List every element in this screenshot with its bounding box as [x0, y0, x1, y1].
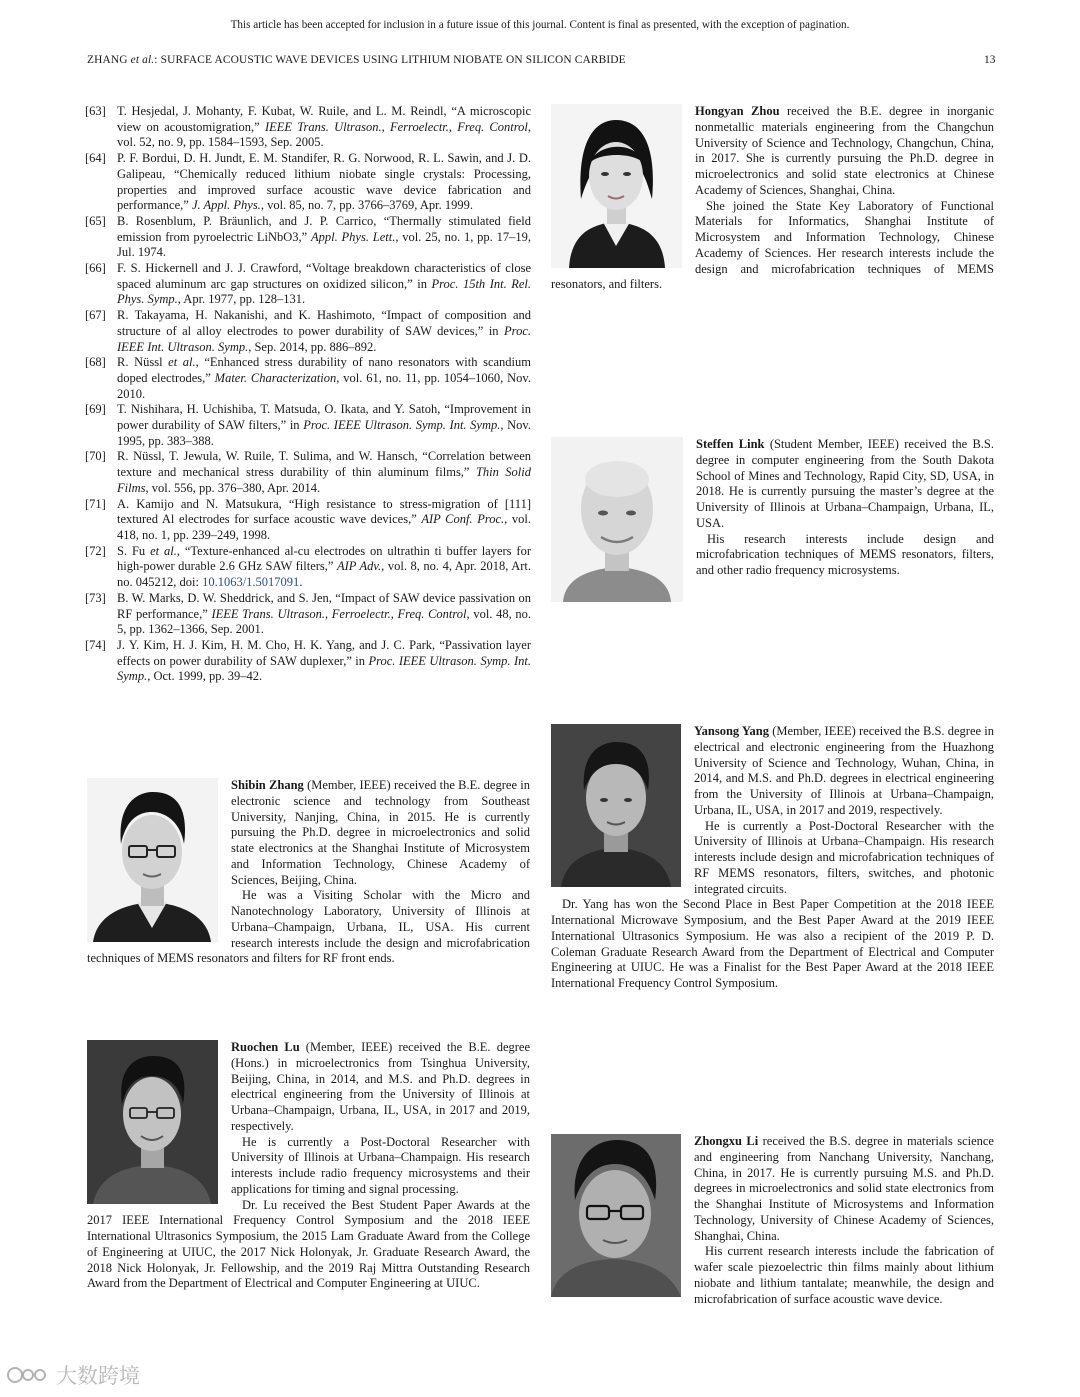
running-head-title: : SURFACE ACOUSTIC WAVE DEVICES USING LITHIUM NIOBATE ON SILICON CARBIDE	[154, 54, 626, 66]
reference-item	[85, 449, 531, 496]
author-photo	[551, 724, 681, 887]
reference-venue: Thin Solid Films	[117, 465, 531, 495]
bio-shibin-zhang	[87, 778, 530, 967]
reference-venue: IEEE Trans. Ultrason., Ferroelectr., Freq. Control	[211, 606, 467, 621]
reference-number: [68]	[85, 355, 106, 370]
bio-paragraph: She joined the State Key Laboratory of Functional Materials for Informatics, Shanghai Institute of Microsystem and Information Technology, Chinese Academy of Sciences. Her research interests include the design and microfabrication techniques of MEMS resonators, and filters.	[551, 198, 994, 292]
reference-number: [64]	[85, 151, 106, 166]
reference-details: , Nov. 1995, pp. 383–388.	[117, 418, 531, 448]
doi-link[interactable]: 10.1063/1.5017091	[202, 575, 300, 590]
reference-list	[85, 104, 531, 685]
reference-text: R. Nüssl, T. Jewula, W. Ruile, T. Sulima, and W. Hansch, “Correlation between texture and mechanical stress durability of thin aluminum films,”	[117, 449, 531, 480]
watermark-text: 大数跨境	[56, 1364, 140, 1388]
author-photo	[551, 1134, 681, 1297]
author-photo	[551, 104, 682, 268]
author-name: Shibin Zhang	[231, 778, 304, 792]
reference-details: , Sep. 2014, pp. 886–892.	[248, 339, 377, 354]
reference-number: [65]	[85, 213, 106, 228]
reference-text: P. F. Bordui, D. H. Jundt, E. M. Standifer, R. G. Norwood, R. L. Sawin, and J. D. Galipeau, “Chemically reduced lithium niobate single crystals: Processing, properties and improved surface acoustic wave device fabrication and performance,”	[117, 151, 531, 213]
reference-text: F. S. Hickernell and J. J. Crawford, “Voltage breakdown characteristics of close spaced aluminum arc gap structures on oxidized silicon,” in	[117, 261, 531, 291]
reference-item	[85, 591, 531, 638]
reference-venue: AIP Adv.	[337, 559, 382, 574]
reference-text: R. Takayama, H. Nakanishi, and K. Hashimoto, “Impact of composition and structure of al alloy electrodes to power durability of SAW devices,” in	[117, 308, 531, 338]
reference-venue: IEEE Trans. Ultrason., Ferroelectr., Freq. Control	[264, 119, 528, 134]
reference-text: B. W. Marks, D. W. Sheddrick, and S. Jen, “Impact of SAW device passivation on RF performance,”	[117, 590, 531, 621]
author-name: Hongyan Zhou	[695, 104, 780, 118]
reference-details: , vol. 52, no. 9, pp. 1584–1593, Sep. 2005.	[117, 119, 531, 150]
reference-number: [66]	[85, 261, 106, 276]
reference-title: , “Enhanced stress durability of nano resonators with scandium doped electrodes,”	[117, 355, 532, 385]
reference-details: , vol. 85, no. 7, pp. 3766–3769, Apr. 1999.	[260, 198, 473, 213]
author-name: Ruochen Lu	[231, 1040, 300, 1054]
reference-number: [72]	[85, 543, 106, 558]
reference-details: , vol. 8, no. 4, Apr. 2018, Art. no. 045212, doi:	[117, 559, 531, 590]
watermark-logo-icon	[6, 1363, 50, 1387]
reference-venue: Mater. Characterization	[214, 370, 337, 385]
bio-text: (Member, IEEE) received the B.E. degree in electronic science and technology from Southeast University, Nanjing, China, in 2015. He is currently pursuing the Ph.D. degree in microelectronics and solid state electronics at the Shanghai Institute of Microsystem and Information Technology, Chinese Academy of Sciences, Beijing, China.	[231, 778, 530, 887]
reference-venue: Proc. IEEE Ultrason. Symp. Int. Symp.	[117, 653, 531, 684]
reference-details: , Oct. 1999, pp. 39–42.	[147, 669, 263, 684]
bio-text: (Member, IEEE) received the B.S. degree in electrical and electronic engineering from the Huazhong University of Science and Technology, Wuhan, China, in 2014, and M.S. and Ph.D. degrees in electrical engineering from the University of Illinois at Urbana–Champaign, Urbana, IL, USA, in 2017 and 2019, respectively.	[694, 724, 994, 817]
bio-paragraph: His research interests include design and microfabrication techniques of MEMS resonators, filters, and other radio frequency microsystems.	[696, 531, 994, 577]
reference-venue: Proc. 15th Int. Rel. Phys. Symp.	[117, 276, 531, 307]
running-head	[87, 54, 626, 66]
bio-yansong-yang	[551, 724, 994, 992]
reference-item	[85, 497, 531, 544]
reference-venue: J. Appl. Phys.	[191, 198, 261, 213]
reference-number: [67]	[85, 308, 106, 323]
running-head-authors: ZHANG	[87, 54, 131, 66]
bio-text: (Student Member, IEEE) received the B.S. degree in computer engineering from the South Dakota School of Mines and Technology, Rapid City, SD, USA, in 2018. He is currently pursuing the master’s degree at the University of Illinois at Urbana–Champaign, Urbana, IL, USA.	[696, 437, 995, 530]
reference-details: , Apr. 1977, pp. 128–131.	[177, 292, 306, 307]
reference-etal: et al.	[168, 355, 196, 370]
page-number: 13	[984, 54, 996, 66]
reference-text: J. Y. Kim, H. J. Kim, H. M. Cho, H. K. Yang, and J. C. Park, “Passivation layer effects on power durability of SAW duplexer,” in	[117, 637, 531, 668]
reference-number: [63]	[85, 104, 106, 118]
reference-item	[85, 214, 531, 261]
reference-text: T. Hesjedal, J. Mohanty, F. Kubat, W. Ruile, and L. M. Reindl, “A microscopic view on acoustomigration,”	[117, 104, 531, 134]
bio-text: (Member, IEEE) received the B.E. degree (Hons.) in microelectronics from Tsinghua University, Beijing, China, in 2014, and M.S. and Ph.D. degrees in electrical engineering from the University of Illinois at Urbana–Champaign, Urbana, IL, USA, in 2017 and 2019, respectively.	[231, 1040, 530, 1133]
bio-zhongxu-li	[551, 1134, 994, 1307]
bio-paragraph: He is currently a Post-Doctoral Researcher with the University of Illinois at Urbana–Champaign. His research interests include design and microfabrication techniques of RF MEMS resonators, filters, switches, and photonic integrated circuits.	[694, 818, 994, 896]
reference-item	[85, 544, 531, 591]
reference-text: R. Nüssl	[117, 355, 169, 370]
acceptance-notice: This article has been accepted for inclusion in a future issue of this journal. Content is final as presented, with the exception of pagination.	[230, 19, 850, 31]
bio-hongyan-zhou	[551, 104, 994, 293]
bio-paragraph: His current research interests include the fabrication of wafer scale piezoelectric thin films mainly about lithium niobate and lithium tantalate; meanwhile, the design and microfabrication of surface acoustic wave device.	[694, 1244, 994, 1306]
reference-details: , vol. 48, no. 5, pp. 1362–1366, Sep. 2001.	[117, 606, 531, 637]
reference-venue: Proc. IEEE Ultrason. Symp. Int. Symp.	[303, 418, 501, 433]
reference-details: , vol. 418, no. 1, pp. 239–249, 1998.	[117, 512, 531, 542]
reference-title: , “Texture-enhanced al-cu electrodes on ultrathin ti buffer layers for high-power durable 2.6 GHz SAW filters,”	[117, 543, 532, 574]
author-photo	[87, 778, 218, 942]
bio-paragraph: He was a Visiting Scholar with the Micro and Nanotechnology Laboratory, University of Illinois at Urbana–Champaign, Urbana, IL, USA. His current research interests include the design and microfabrication techniques of MEMS resonators and filters for RF front ends.	[87, 888, 530, 966]
bio-text: received the B.S. degree in materials science and engineering from Nanchang University, Nanchang, China, in 2017. He is currently pursuing M.S. and Ph.D. degrees in microelectronics and solid state electronics from the Shanghai Institute of Microsystems and Information Technology, University of Chinese Academy of Sciences, Shanghai, China.	[694, 1134, 994, 1243]
author-photo	[551, 437, 683, 602]
bio-paragraph: Dr. Lu received the Best Student Paper Awards at the 2017 IEEE International Frequency Control Symposium and the 2018 IEEE International Ultrasonics Symposium, the 2015 Lam Graduate Award from the College of Engineering at UIUC, the 2017 Nick Holonyak, Jr. Graduate Research Award, the 2018 Nick Holonyak, Jr. Fellowship, and the 2019 Raj Mittra Outstanding Research Award from the Department of Electrical and Computer Engineering at UIUC.	[87, 1197, 530, 1291]
bio-text: received the B.E. degree in inorganic nonmetallic materials engineering from the Changchun University of Science and Technology, Changchun, China, in 2017. She is currently pursuing the Ph.D. degree in microelectronics and solid state electronics at Chinese Academy of Sciences, Shanghai, China.	[695, 104, 994, 197]
reference-item	[85, 355, 531, 402]
reference-venue: Appl. Phys. Lett.	[310, 229, 396, 244]
reference-item	[85, 104, 531, 151]
reference-text: T. Nishihara, H. Uchishiba, T. Matsuda, O. Ikata, and Y. Satoh, “Improvement in power durability of SAW filters,” in	[117, 402, 531, 433]
reference-number: [71]	[85, 496, 106, 511]
reference-number: [74]	[85, 637, 106, 652]
author-name: Yansong Yang	[694, 724, 769, 738]
reference-text: S. Fu	[117, 543, 151, 558]
reference-venue: AIP Conf. Proc.	[421, 512, 505, 527]
reference-text: A. Kamijo and N. Matsukura, “High resistance to stress-migration of [111] textured Al electrodes for surface acoustic wave devices,”	[117, 496, 531, 527]
bio-paragraph: Dr. Yang has won the Second Place in Best Paper Competition at the 2018 IEEE International Microwave Symposium, and the Best Paper Award at the 2019 IEEE International Ultrasonics Symposium. He was also a recipient of the 2019 P. D. Coleman Graduate Research Award from the Department of Electrical and Computer Engineering at UIUC. He was a Finalist for the Best Paper Award at the 2018 IEEE International Frequency Control Symposium.	[551, 897, 994, 990]
reference-item	[85, 261, 531, 308]
reference-venue: Proc. IEEE Int. Ultrason. Symp.	[117, 323, 531, 354]
reference-details: , vol. 61, no. 11, pp. 1054–1060, Nov. 2010.	[117, 370, 531, 401]
reference-item	[85, 402, 531, 449]
reference-etal: et al.	[150, 543, 177, 558]
reference-details: , vol. 556, pp. 376–380, Apr. 2014.	[145, 480, 321, 495]
reference-number: [70]	[85, 449, 106, 464]
author-name: Zhongxu Li	[694, 1134, 759, 1148]
reference-number: [69]	[85, 402, 106, 417]
reference-text: B. Rosenblum, P. Bräunlich, and J. P. Carrico, “Thermally stimulated field emission from pyroelectric LiNbO3,”	[117, 213, 531, 244]
reference-details: , vol. 25, no. 1, pp. 17–19, Jul. 1974.	[117, 229, 531, 260]
watermark	[6, 1360, 140, 1390]
reference-number: [73]	[85, 590, 106, 605]
reference-item	[85, 638, 531, 685]
reference-tail: .	[299, 575, 303, 590]
bio-steffen-link	[551, 437, 994, 604]
bio-paragraph: He is currently a Post-Doctoral Researcher with University of Illinois at Urbana–Champaign. His research interests include radio frequency microsystems and their applications for timing and signal processing.	[231, 1134, 530, 1196]
reference-item	[85, 308, 531, 355]
author-photo	[87, 1040, 218, 1204]
author-name: Steffen Link	[696, 437, 765, 451]
running-head-etal: et al.	[130, 54, 155, 66]
bio-ruochen-lu	[87, 1040, 530, 1292]
reference-item	[85, 151, 531, 214]
